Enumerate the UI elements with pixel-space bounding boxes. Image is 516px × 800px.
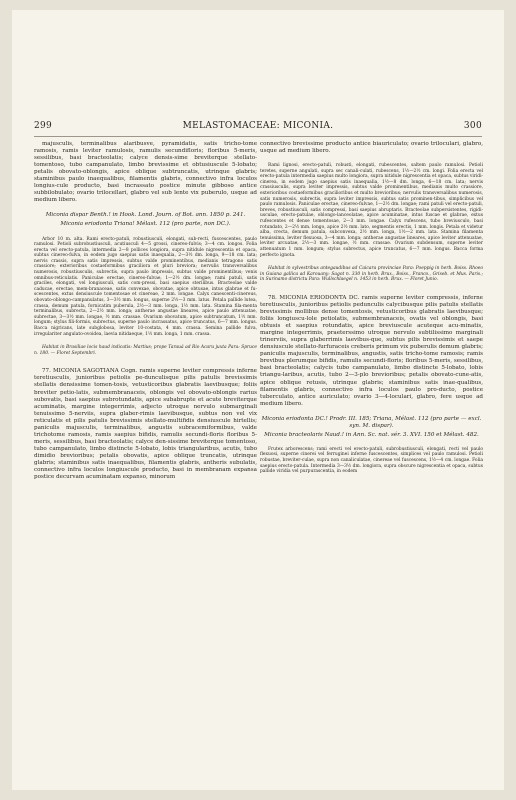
habitat-paragraph-right: Habitat in sylvestribus antegaudibus ad Caicara provinciae Para: Poeppig in herb. Boiss. Rhoeo in Guiana gallica ad Karouany: Sagot n. 330 in herb. Brux., Boiss., Franco., Griseb. et Mus. Paris.; in Surinamo districtu Para: Wullschlaegel n. 1453 in herb. Brux. — Floret Junio. xyxy=(260,266,483,283)
page-number-right: 300 xyxy=(463,121,482,131)
running-title: MELASTOMACEAE: MICONIA. xyxy=(182,121,334,131)
citation-miconia-eriodonta: Miconia eriodonta Triana! Mélast. 112 (pro parte, non DC.). xyxy=(60,221,231,228)
continuation-paragraph: connectivo brevissime producto antice biauriculato; ovario triloculari, glabro, usque ad medium libero. xyxy=(260,141,483,155)
book-page xyxy=(12,10,504,790)
species-77-heading: 77. MICONIA SAGOTIANA Cogn. ramis superne leviter compressis inferne teretiusculis, junioribus petiolis pe-dunculisque pilis patulis brevissimis stellatis densissime tomen-tosis, vetusticoribus glabratis laevibusque; foliis breviter petio-latis, submembranaceis, oblongis vel obovato-oblongis rarius subovatis, basi saepius subrotundatis, apice subabrupte et acute breviterque acuminatis, margine integerrimis, adjecto utroque nervulo submarginali tenuissimo 5-nerviis, supra glaber-rimis laevibusque, subtus non vel vix reticulatis et pilis patulis brevissimis stellato-multifidis densiuscule hirtellis; paniculis majusculis, terminalibus, angustis subracemiformibus, valde trichotome ramosis, ramis saepius bifidis, ramulis secundi-floris floribus 5-meris, sessilibus, basi bracteolatis; calyce den-sissime breviterque tomentoso, tubo campanulato, limbo distincte 5-lobato, lobis triangularibus, acutis, tubo dimidio brevioribus; petalis obovatis, apice oblique truncatis, utrinque glabris; staminibus satis inaequalibus, filamentis glabris, antheris subulatis, connectivo infra loculos longiuscule producto, basi in membranam expansa postice decurvam acuminatam expanso, minorum xyxy=(34,368,257,481)
description-paragraph-right: Rami lignosi, erecto-patuli, robusti, elongati, rubescentes, saltem paulo ramulosi. Petioli teretes, superne angulati, supra sec canali-culati, rubescens, 1½—2½ cm. longi. Folia erecta vel erecto-patula intermedia saepius multo longiora, supra nitidule nigrescentia et opaca, subtus viridi-cinerea, in eodem jugo saepius satis inaequalia, 1½—8 dm. longa, 6—18 cm. lata; nervis crassiusculis, supra leviter impressis, subtus valde prominentibus, medianis multo crassiore, exterioribus costaeformibus gracilioribus et multo brevioribus; nervulis transversalibus numerosis, satis numerosis, subrectis, supra leviter impressis, subtus satis prominen-tibus, simplicibus vel paulo ramulosis. Paniculae erectae, cinereo-fulvae, 1—2½ dm. longae; rami patuli vel erecto-patuli, breves, robustiusculi, satis compressi, basi saepius abruptaris. Bracteolae subpersistentes, rigidi-usculae, erecto-patulae, oblongo-lanceolatae, apice acuminatae, intus fuscae et glabrae, extus rufescentes et dense tomentosae, 2—3 mm. longae. Calyx rufescens, tubo breviusculo, basi rotundato, 2—2½ mm. longo, apice 2½ mm. lato, segmentis erectis, 1 mm. longis. Petala et videtur alba, crecta, demum patula, subconvexa, 2½ mm. longa, 1½—2 mm. lata. Stamina filamenta tenuissima, leviter flexuosa, 3—4 mm. longa; antherae angustae lineares, apice leviter attenuatae, leviter arcuatae, 2½—3 mm. longae, ½ mm. crassae. Ovarium subdensum, superne leviter attenuatum 1 mm. longum; stylus subrectus, apice truncatus, 6—7 mm. longus. Bacca forma perfecto ignota. xyxy=(260,163,483,258)
description-paragraph: Arbor 10 m. alta. Rami erecto-patuli, robustiusculi, elongati, sub-recti, fuscescentes, paulo ramulosi. Petioli subrobustiusculi, acutiusculi 4—5 grossi, cinereo-fulvis; 3—4 cm. longos. Folia erecta vel erecto-patula, intermedia 2—8 pollices longiora, supra nitidule nigrescentia et opaca, subtus cinereo-fulva, in eodem jugo saepius satis inaequalia, 2—3½ dm. longa, 9—18 cm. lata; nervis crassis, supra satis impressis, subtus valde prominentibus, medianis tetragono satis crassiore; exterioribus costaeformibus graciliora et pluri breviora; nervulis transversalibus numerosis, robustiusculis, subrectis, supra paulo impressis, subtus valde prominentibus; venis omnibus-reticulatis. Paniculae erectae, cinereo-fulvae, 1—2½ dm. longae; rami patuli, satis graciles, elongati, vel longiusculi, satis com-pressi, basi saepius sterilibus. Bracteolae valde caducae, erectae, mem-branaceae, satis convexae, obovatae, apice obtusae, intus glabrae et fu-scescentes, extus densiuscule tomentosae et cinereae, 2 mm. longae. Calyx canescenti-cinereus, obovato-oblongo-campanulatus, 3—3½ mm. longus, superne 2½—3 mm. latus. Petala pallide lutea, crassa, demum patula, fornicatim puberula, 2½—3 mm. longa, 1½ mm. lata. Stamina fila-menta terminalibus, subrecta, 2—2½ mm. longa; antherae angustae lineares, apice paulo attenuatae, subrectae, 3—3½ mm. longae, ½ mm. crassae. Ovarium obovatum, apice subtruncatum, 1½ mm. longum; stylus fili-formis, subrectus, superne paulo incrassatus, apice truncatus, 6—7 mm. longus. Bacca nigricans, late subglobosa, leviter 10-costata, 4 mm. crassa. Semina pallide fulva, irregulariter angulato-ovoidea, laevia nitidaeque, 1½ mm. longa, 1 mm. crassa. xyxy=(34,236,257,337)
habitat-paragraph: Habitat in Brasiliae locis haud indicatis: Martius; prope Tarauá ad Rio Acaru juxta Para: Spruce n. 180. — Floret Septembri. xyxy=(34,345,257,356)
paragraph-diagnosis: majusculis, terminalibus alaribusve, pyramidatis, satis tricho-tome ramosis, ramis leviter ramulosis, ramulis secundifloris; floribus 5-meris, sessilibus, basi bracteolatis; calyce densis-sime breviterque stellato-tomentoso, tubo campanulato, limbo brevissime et obtusiuscule 5-lobato; petalis obovato-oblongis, apice oblique subtruncatis, utrinque glabris; staminibus paulo inaequalibus, filamentis glabris, connectivo infra loculos longius-cule producto, basi incrassato postice minute gibboso antice subbilobulato; ovario trilocellari, glabro vel sub lente vix puberulo, usque ad medium libero. xyxy=(34,141,257,204)
header-rule xyxy=(34,136,482,137)
citation-bracteolaris: Miconia bracteolaris Naud.! in Ann. Sc. nat. sér. 3. XVI. 150 et Mélast. 482. xyxy=(264,431,479,438)
description-frutex: Frutex arborescens; rami erecti vel erecto-patuli, subrobustiusculi, elongati, recti vel paulo flexuosi, superne cinerei vel ferruginei inferne fuscescentes, simplices vel paulo ramulosi. Petioli robustae, breviter-culae, supra non canaliculatae, cinereae vel fuscescens, 1½—4 cm. longae. Folia saepius erecto-patula. Intermedia 3—3½ dm. longiora, supra obscure nigrescentia et opaca, subtus pallide viridia vel purpurascentia, in eodem xyxy=(260,446,483,475)
citation-miconia-dispar: Miconia dispar Benth.! in Hook. Lond. Journ. of Bot. ann. 1850 p. 241. xyxy=(45,212,246,219)
right-column xyxy=(260,141,483,781)
running-head xyxy=(34,121,482,135)
page-number-left: 299 xyxy=(34,121,53,131)
citation-eriodonta-dc: Miconia eriodonta DC.! Prodr. III. 185; Triana, Mélast. 112 (pro parte — excl. syn. M. dispar). xyxy=(261,415,482,429)
species-78-heading: 78. MICONIA ERIODONTA DC. ramis superne leviter compressis, inferne teretiusculis, junioribus petiolis pedunculis calycibusque pilis patulis stellatis brevissimis mollibus dense tomentosis, vetusticoribus glabratis laevibusque; foliis longiuscu-lole petiolatis, submembranaceis, ovatis vel oblongis, basi obtusis et saepius rotundatis, apice breviuscule acuteque acu-minatis, margine integerrimis, praeterssimo utroque nervulo subtilissimo marginali trinerviis, supra glaberrimis laevibus-que, subtus pilis brevissimis et saepe densiuscule stellato-furfuraceis creberis primum vix puberulis demum glabris; paniculis majusculis, terminalibus, angustis, satis tricho-tome ramosis; ramis brevibus plerumque bifidis, ramulis secundi-floris; floribus 5-meris, sessilibus, basi bracteolatis; calycis tubo campanulato, limbo distincte 5-lobato, lobis triangu-laribus, acutis, tubo 2—3-plo brevioribus; petalis obovato-cune-atis, apice oblique retusis, utrinque glabris; staminibus satis inae-qualibus, filamentis glabris, connectivo infra loculos paulo pro-ducto, postice tuberculato, antice auriculato; ovario 3—4-loculari, glabro, fere usque ad medium libero. xyxy=(260,294,483,407)
left-column xyxy=(34,141,257,781)
